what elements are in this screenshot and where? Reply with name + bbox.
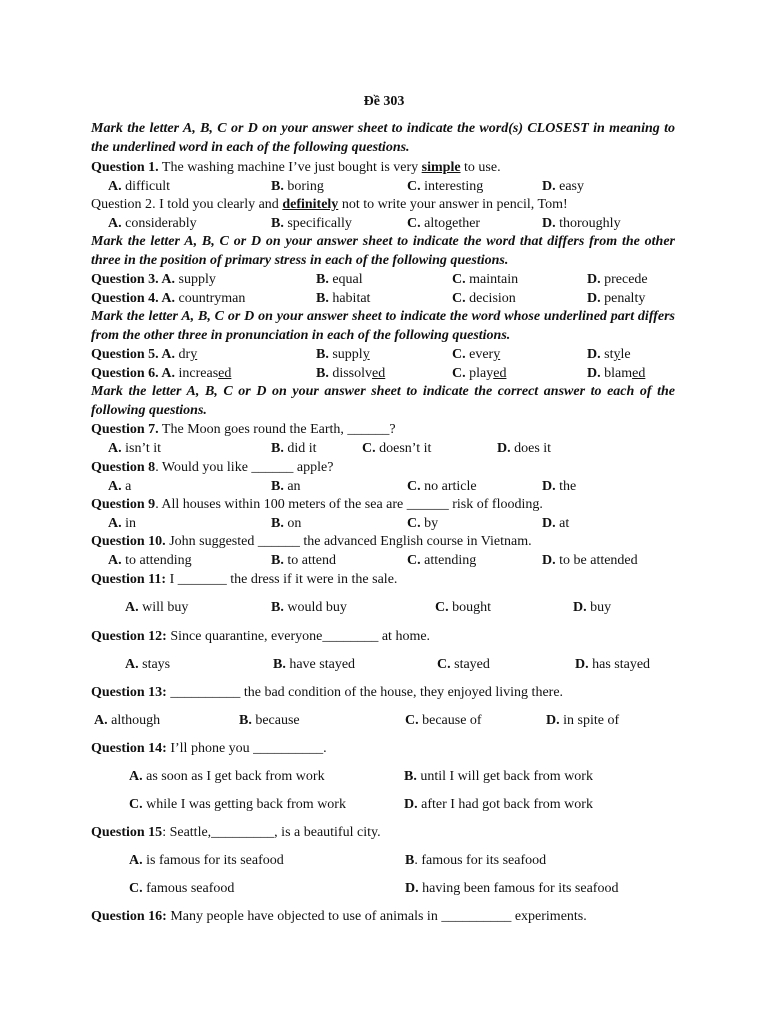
option-c[interactable]: C. stayed bbox=[437, 657, 490, 672]
option-c[interactable]: C. played bbox=[452, 366, 507, 381]
section-instruction-correct-answer: Mark the letter A, B, C or D on your answer sheet to indicate the correct answer to each of the following questions. bbox=[91, 384, 675, 418]
option-b[interactable]: B. supply bbox=[316, 347, 370, 362]
option-d[interactable]: D. precede bbox=[587, 272, 648, 287]
option-a[interactable]: A. although bbox=[94, 713, 161, 728]
question-1: Question 1. The washing machine I’ve just bought is very simple to use. bbox=[91, 160, 501, 175]
exam-title: Đề 303 bbox=[363, 94, 405, 109]
question-12: Question 12: Since quarantine, everyone________ at home. bbox=[91, 629, 431, 644]
option-b[interactable]: B. dissolved bbox=[316, 366, 386, 381]
option-a[interactable]: A. isn’t it bbox=[108, 441, 162, 456]
option-d[interactable]: D. the bbox=[542, 479, 577, 494]
question-4[interactable]: Question 4. A. countryman bbox=[91, 291, 246, 306]
option-d[interactable]: D. at bbox=[542, 516, 570, 531]
option-a[interactable]: A. stays bbox=[125, 657, 171, 672]
option-d[interactable]: D. buy bbox=[573, 600, 612, 615]
option-d[interactable]: D. having been famous for its seafood bbox=[405, 881, 619, 896]
option-d[interactable]: D. easy bbox=[542, 179, 585, 194]
section-instruction-stress: Mark the letter A, B, C or D on your answer sheet to indicate the word that differs from the other three in the position of primary stress in each of the following questions. bbox=[91, 234, 675, 268]
option-a[interactable]: A. a bbox=[108, 479, 132, 494]
underlined-keyword: definitely bbox=[282, 197, 339, 212]
option-b[interactable]: B. equal bbox=[316, 272, 363, 287]
option-a[interactable]: A. considerably bbox=[108, 216, 197, 231]
question-3[interactable]: Question 3. A. supply bbox=[91, 272, 216, 287]
option-c[interactable]: C. bought bbox=[435, 600, 492, 615]
option-d[interactable]: D. penalty bbox=[587, 291, 646, 306]
option-a[interactable]: A. in bbox=[108, 516, 137, 531]
option-d[interactable]: D. does it bbox=[497, 441, 552, 456]
option-c[interactable]: C. attending bbox=[407, 553, 477, 568]
option-b[interactable]: B. famous for its seafood bbox=[405, 853, 547, 868]
option-c[interactable]: C. no article bbox=[407, 479, 477, 494]
section-instruction-pronunciation: Mark the letter A, B, C or D on your answer sheet to indicate the word whose underlined part differs from the other three in pronunciation in each of the following questions. bbox=[91, 309, 675, 343]
question-15: Question 15: Seattle,_________, is a beautiful city. bbox=[91, 825, 381, 840]
question-label: Question 2 bbox=[91, 197, 153, 212]
question-16: Question 16: Many people have objected to use of animals in __________ experiments. bbox=[91, 909, 587, 924]
question-8: Question 8. Would you like ______ apple? bbox=[91, 460, 334, 475]
option-c[interactable]: C. because of bbox=[405, 713, 482, 728]
option-c[interactable]: C. while I was getting back from work bbox=[129, 797, 346, 812]
option-b[interactable]: B. specifically bbox=[271, 216, 352, 231]
question-7: Question 7. The Moon goes round the Earth, ______? bbox=[91, 422, 396, 437]
option-d[interactable]: D. after I had got back from work bbox=[404, 797, 593, 812]
option-b[interactable]: B. because bbox=[239, 713, 300, 728]
option-d[interactable]: D. style bbox=[587, 347, 631, 362]
option-b[interactable]: B. until I will get back from work bbox=[404, 769, 593, 784]
option-a[interactable]: A. is famous for its seafood bbox=[129, 853, 284, 868]
option-c[interactable]: C. interesting bbox=[407, 179, 484, 194]
question-label: Question 1. bbox=[91, 160, 159, 175]
option-b[interactable]: B. habitat bbox=[316, 291, 371, 306]
option-c[interactable]: C. famous seafood bbox=[129, 881, 235, 896]
option-c[interactable]: C. altogether bbox=[407, 216, 481, 231]
question-14: Question 14: I’ll phone you __________. bbox=[91, 741, 327, 756]
question-9: Question 9. All houses within 100 meters of the sea are ______ risk of flooding. bbox=[91, 497, 543, 512]
option-a[interactable]: A. difficult bbox=[108, 179, 170, 194]
question-13: Question 13: __________ the bad condition of the house, they enjoyed living there. bbox=[91, 685, 564, 700]
option-b[interactable]: B. boring bbox=[271, 179, 324, 194]
option-d[interactable]: D. thoroughly bbox=[542, 216, 621, 231]
option-c[interactable]: C. decision bbox=[452, 291, 516, 306]
option-d[interactable]: D. blamed bbox=[587, 366, 646, 381]
option-d[interactable]: D. has stayed bbox=[575, 657, 651, 672]
option-a[interactable]: A. will buy bbox=[125, 600, 189, 615]
option-c[interactable]: C. doesn’t it bbox=[362, 441, 432, 456]
question-5[interactable]: Question 5. A. dry bbox=[91, 347, 198, 362]
option-a[interactable]: A. as soon as I get back from work bbox=[129, 769, 325, 784]
option-b[interactable]: B. on bbox=[271, 516, 302, 531]
option-c[interactable]: C. maintain bbox=[452, 272, 519, 287]
question-10: Question 10. John suggested ______ the advanced English course in Vietnam. bbox=[91, 534, 532, 549]
option-d[interactable]: D. to be attended bbox=[542, 553, 638, 568]
option-b[interactable]: B. to attend bbox=[271, 553, 336, 568]
option-b[interactable]: B. did it bbox=[271, 441, 317, 456]
question-2: Question 2. I told you clearly and definitely not to write your answer in pencil, Tom! bbox=[91, 197, 568, 212]
option-a[interactable]: A. to attending bbox=[108, 553, 192, 568]
option-b[interactable]: B. have stayed bbox=[273, 657, 356, 672]
option-c[interactable]: C. every bbox=[452, 347, 501, 362]
option-b[interactable]: B. would buy bbox=[271, 600, 347, 615]
question-11: Question 11: I _______ the dress if it were in the sale. bbox=[91, 572, 398, 587]
option-c[interactable]: C. by bbox=[407, 516, 439, 531]
option-d[interactable]: D. in spite of bbox=[546, 713, 620, 728]
question-6[interactable]: Question 6. A. increased bbox=[91, 366, 232, 381]
section-instruction-synonyms: Mark the letter A, B, C or D on your answer sheet to indicate the word(s) CLOSEST in meaning to the underlined word in each of the following questions. bbox=[91, 121, 675, 155]
underlined-keyword: simple bbox=[421, 160, 461, 175]
option-b[interactable]: B. an bbox=[271, 479, 301, 494]
